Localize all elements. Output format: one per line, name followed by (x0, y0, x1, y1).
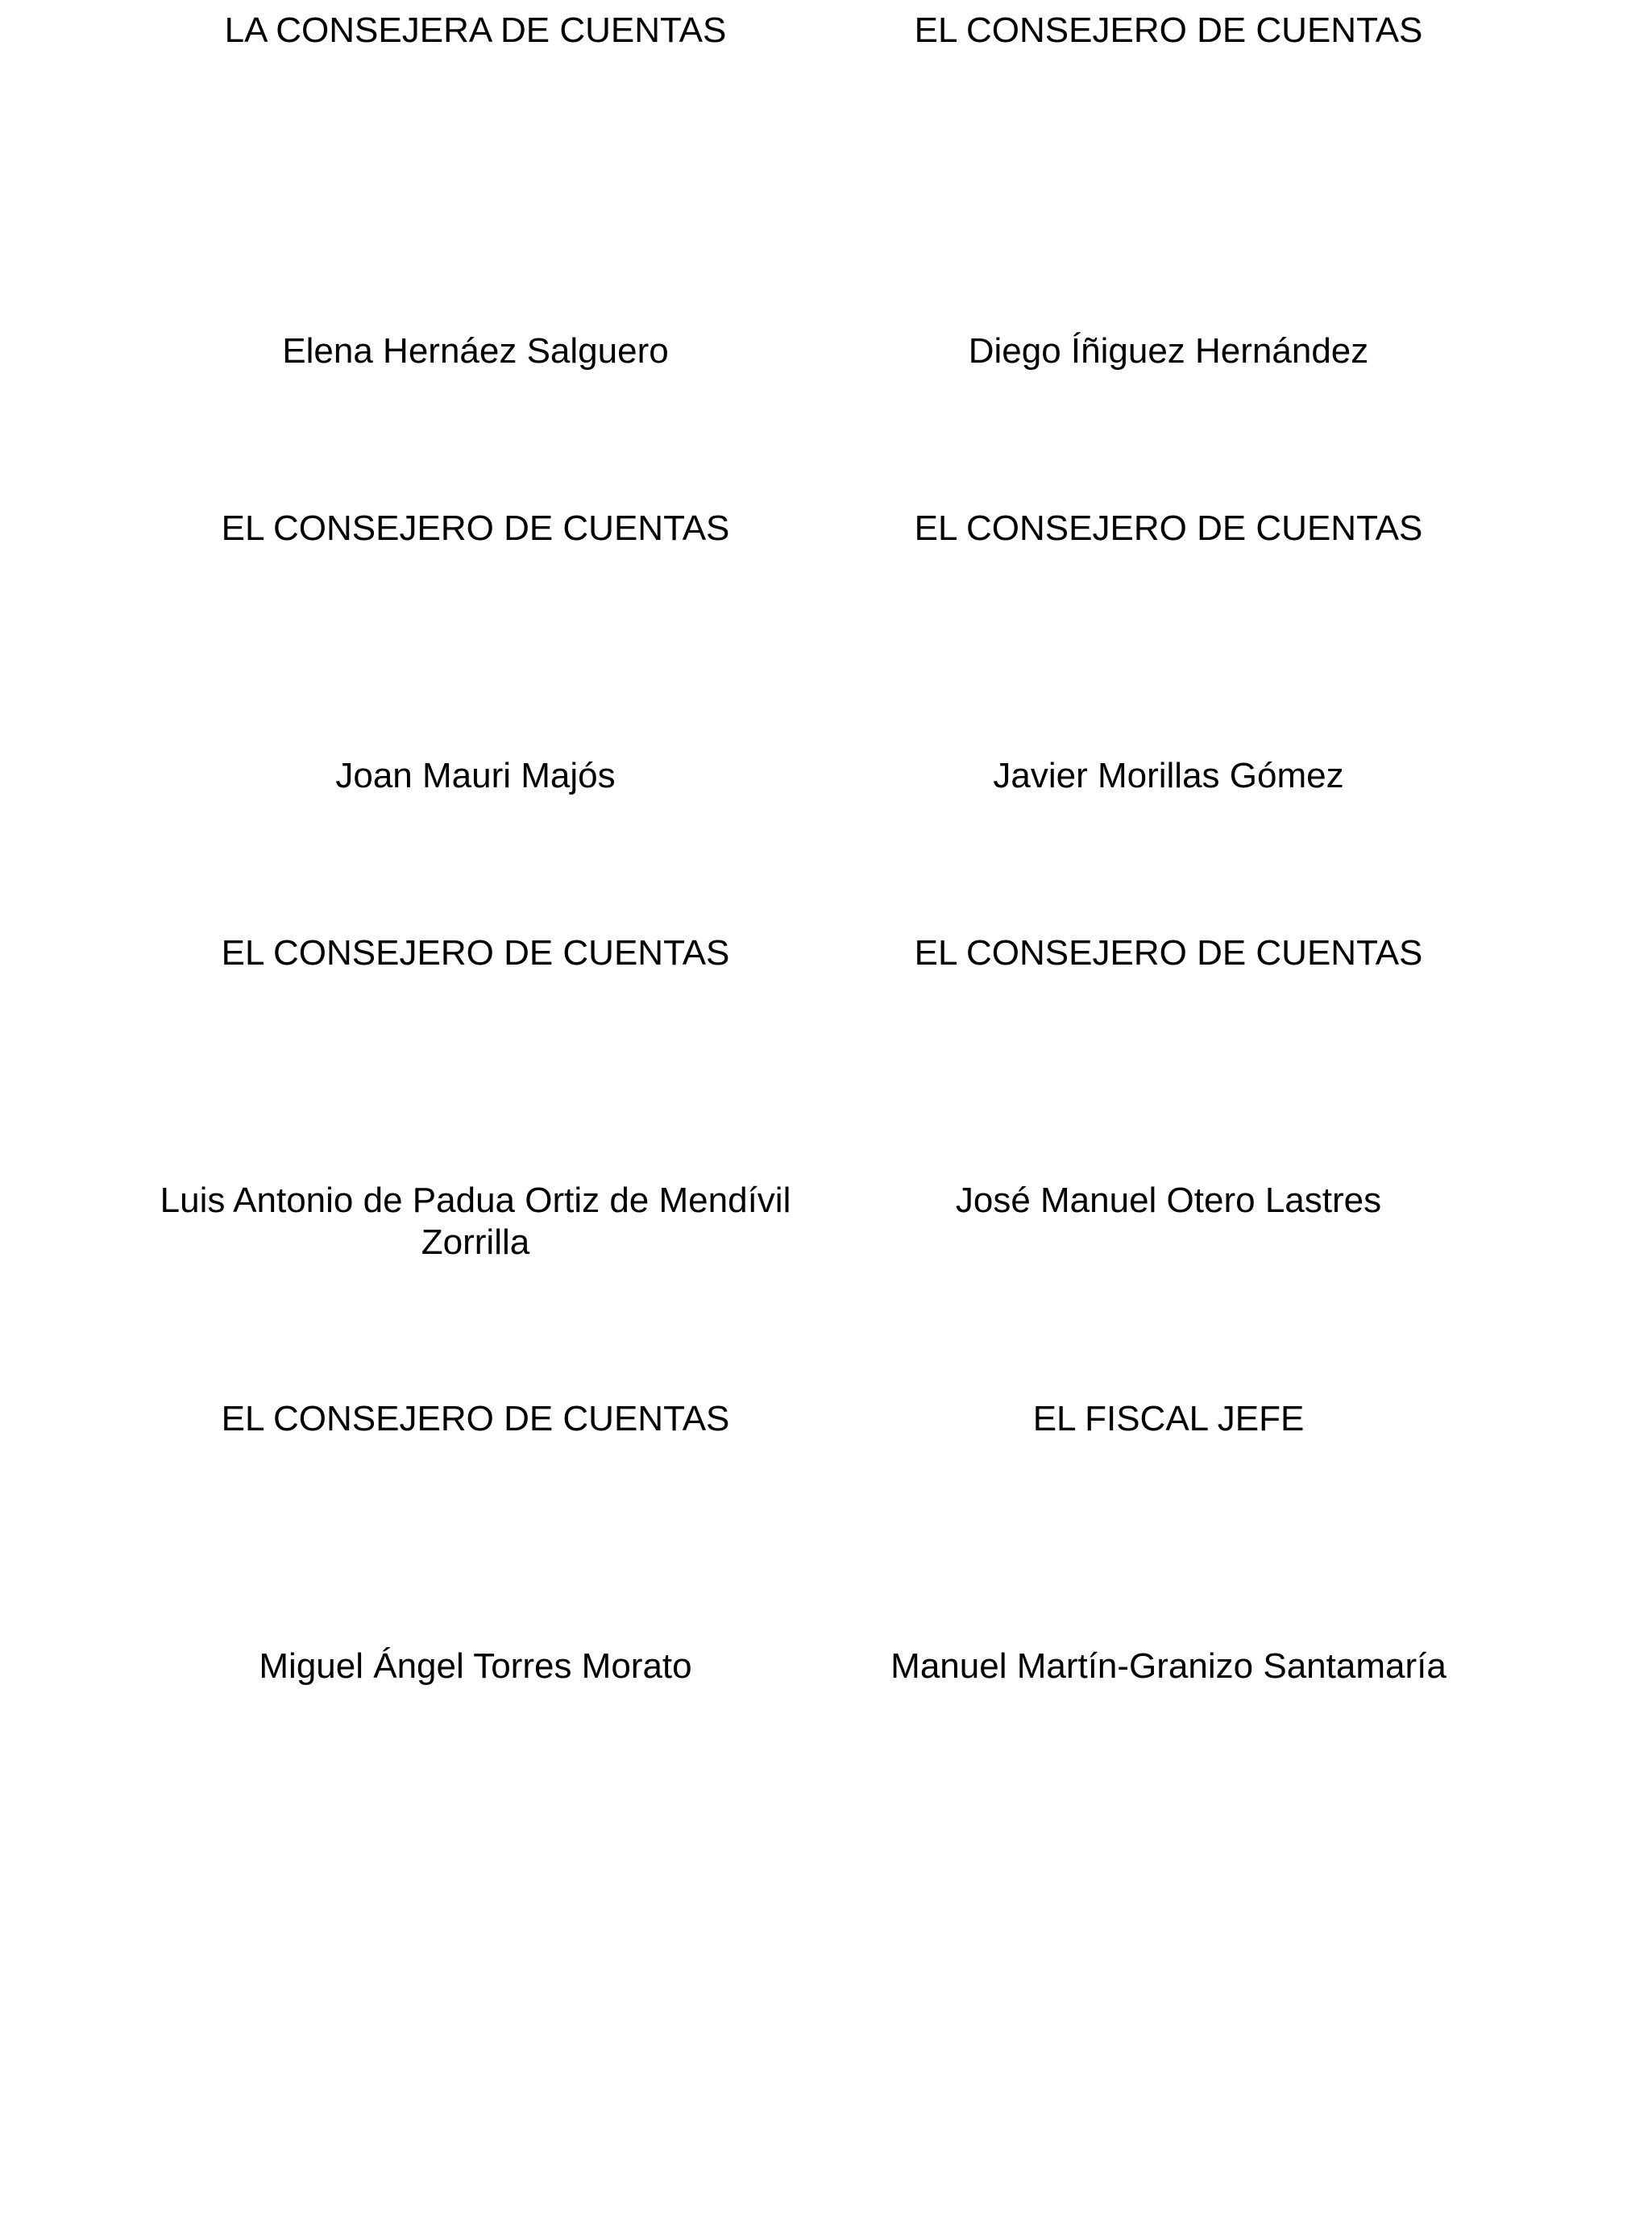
signatory-name: José Manuel Otero Lastres (955, 1181, 1382, 1220)
signatory-name: Joan Mauri Majós (335, 756, 616, 795)
signatory-name: Diego Íñiguez Hernández (968, 331, 1369, 371)
signatory-title: EL CONSEJERO DE CUENTAS (221, 933, 730, 973)
signatory-name: Manuel Martín-Granizo Santamaría (890, 1646, 1447, 1686)
signatory-name: Luis Antonio de Padua Ortiz de Mendívil Zorrilla (160, 1181, 791, 1262)
signatory-title: EL CONSEJERO DE CUENTAS (914, 508, 1423, 548)
signatory-title: LA CONSEJERA DE CUENTAS (224, 10, 727, 50)
signatory-title: EL CONSEJERO DE CUENTAS (914, 933, 1423, 973)
signatory-title: EL FISCAL JEFE (1032, 1399, 1305, 1438)
signatory-title: EL CONSEJERO DE CUENTAS (221, 508, 730, 548)
signatory-name: Elena Hernáez Salguero (282, 331, 669, 371)
signatory-name: Miguel Ángel Torres Morato (259, 1646, 692, 1686)
signatory-title: EL CONSEJERO DE CUENTAS (221, 1399, 730, 1438)
signatory-name: Javier Morillas Gómez (993, 756, 1344, 795)
signatory-title: EL CONSEJERO DE CUENTAS (914, 10, 1423, 50)
